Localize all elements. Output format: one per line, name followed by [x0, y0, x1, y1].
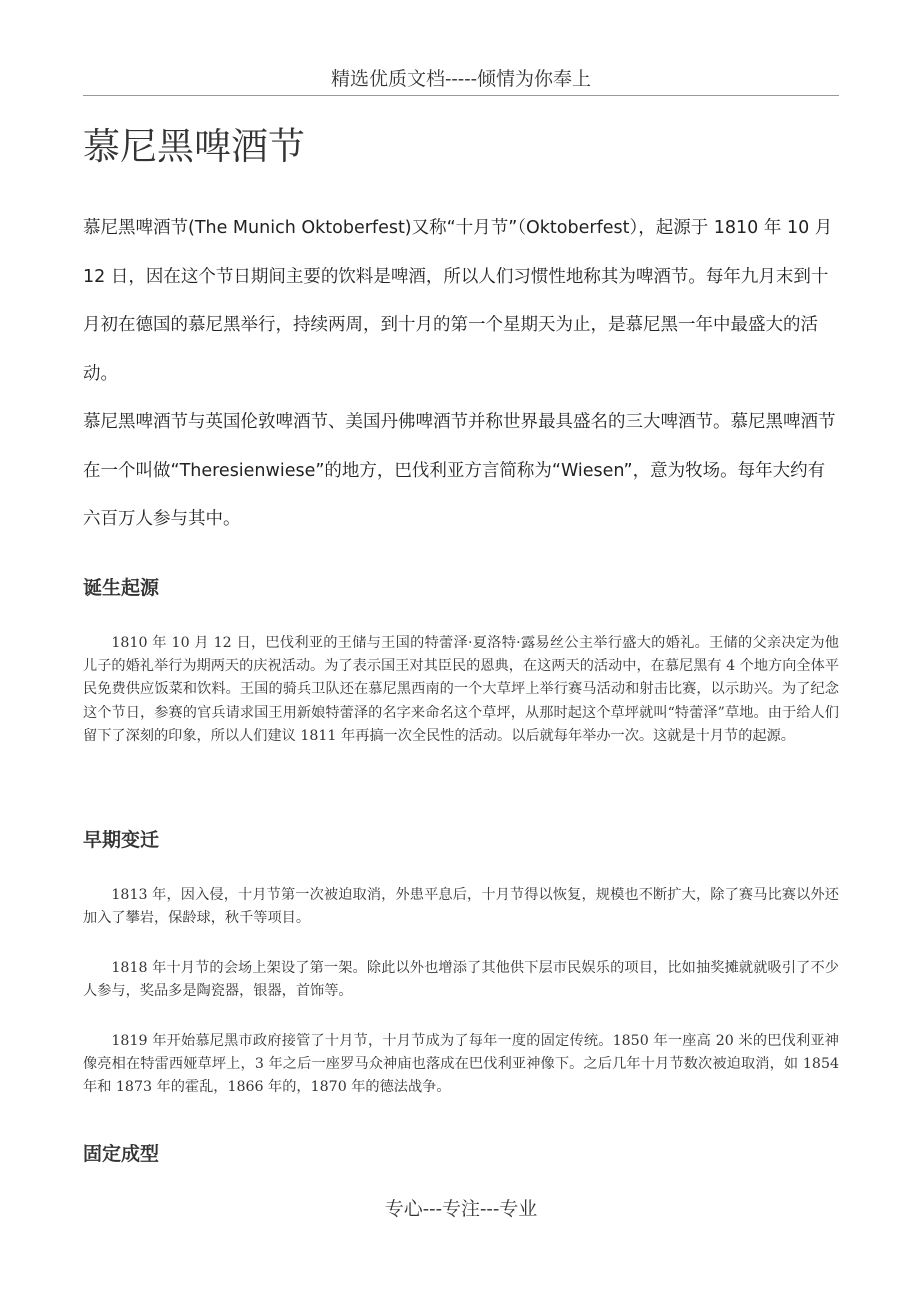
early-paragraph-3: 1819 年开始慕尼黑市政府接管了十月节，十月节成为了每年一度的固定传统。1850 年一座高 20 米的巴伐利亚神像亮相在特雷西娅草坪上，3 年之后一座罗马众神庙也落成在巴伐利亚神像下。之后几年十月节数次被迫取消，如 1854 年和 1873 年的霍乱，1866 年的，1870 年的德法战争。 [83, 1033, 839, 1096]
early-paragraph-1: 1813 年，因入侵，十月节第一次被迫取消，外患平息后，十月节得以恢复，规模也不断扩大，除了赛马比赛以外还加入了攀岩，保龄球，秋千等项目。 [83, 887, 839, 927]
section-heading-early: 早期变迁 [83, 829, 160, 851]
early-paragraph-2: 1818 年十月节的会场上架设了第一架。除此以外也增添了其他供下层市民娱乐的项目，比如抽奖摊就就吸引了不少人参与，奖品多是陶瓷器，银器，首饰等。 [83, 960, 839, 1000]
header-rule [83, 95, 839, 96]
intro-paragraph-2: 慕尼黑啤酒节与英国伦敦啤酒节、美国丹佛啤酒节并称世界最具盛名的三大啤酒节。慕尼黑啤酒节在一个叫做“Theresienwiese”的地方，巴伐利亚方言简称为“Wiesen”，意为牧场。每年大约有六百万人参与其中。 [83, 412, 836, 530]
section-heading-fixed: 固定成型 [83, 1143, 160, 1165]
origin-paragraph: 1810 年 10 月 12 日，巴伐利亚的王储与王国的特蕾泽·夏洛特·露易丝公主举行盛大的婚礼。王储的父亲决定为他儿子的婚礼举行为期两天的庆祝活动。为了表示国王对其臣民的恩典，在这两天的活动中，在慕尼黑有 4 个地方向全体平民免费供应饭菜和饮料。王国的骑兵卫队还在慕尼黑西南的一个大草坪上举行赛马活动和射击比赛，以示助兴。为了纪念这个节日，参赛的官兵请求国王用新娘特蕾泽的名字来命名这个草坪，从那时起这个草坪就叫“特蕾泽”草地。由于给人们留下了深刻的印象，所以人们建议 1811 年再搞一次全民性的活动。以后就每年举办一次。这就是十月节的起源。 [83, 635, 839, 744]
intro-paragraph-1: 慕尼黑啤酒节(The Munich Oktoberfest)又称“十月节”（Oktoberfest），起源于 1810 年 10 月 12 日，因在这个节日期间主要的饮料是啤酒，所以人们习惯性地称其为啤酒节。每年九月末到十月初在德国的慕尼黑举行，持续两周，到十月的第一个星期天为止，是慕尼黑一年中最盛大的活动。 [83, 218, 833, 384]
running-footer: 专心---专注---专业 [384, 1198, 538, 1220]
running-header: 精选优质文档-----倾情为你奉上 [330, 68, 592, 90]
section-heading-origin: 诞生起源 [83, 577, 160, 599]
document-title: 慕尼黑啤酒节 [83, 125, 305, 168]
